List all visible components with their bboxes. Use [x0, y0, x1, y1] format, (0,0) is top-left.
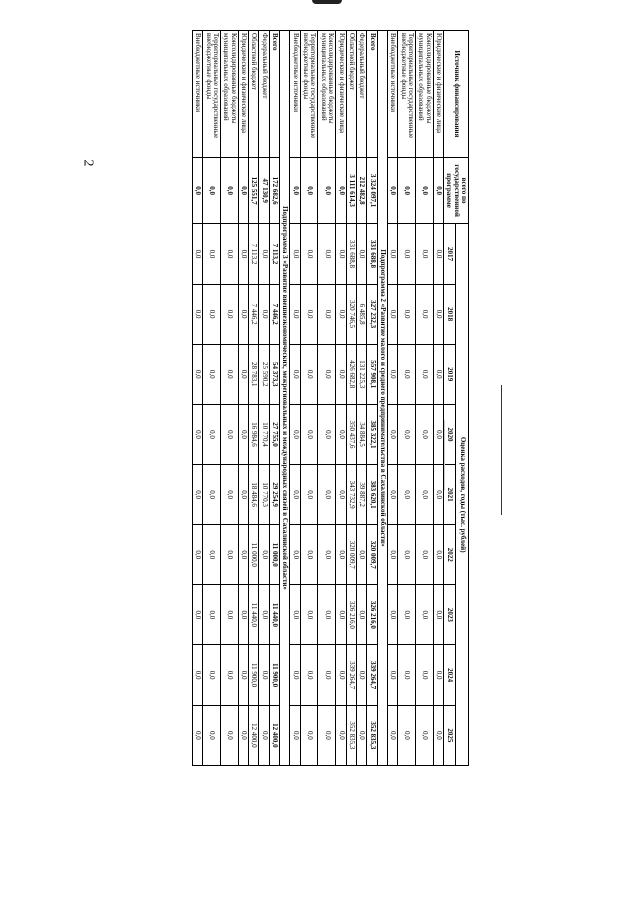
source-cell: Консолидированные бюджеты муниципальных образований [221, 31, 239, 158]
value-cell: 0,0 [221, 705, 239, 765]
table-row [249, 31, 259, 766]
value-cell: 0,0 [398, 645, 416, 705]
table-row [290, 31, 300, 766]
value-cell: 0,0 [415, 585, 433, 645]
source-cell: Консолидированные бюджеты муниципальных образований [415, 31, 433, 158]
value-cell: 0,0 [398, 585, 416, 645]
value-cell: 6 485,8 [356, 284, 366, 344]
table-row [433, 31, 443, 766]
value-cell: 0,0 [300, 525, 318, 585]
table-row [203, 31, 221, 766]
header-year: 2023 [443, 585, 456, 645]
value-cell: 0,0 [290, 465, 300, 525]
value-cell: 0,0 [433, 404, 443, 464]
value-cell: 0,0 [193, 705, 203, 765]
value-cell: 12 400,0 [249, 705, 259, 765]
source-cell: Областной бюджет [249, 31, 259, 158]
value-cell: 326 216,0 [367, 585, 377, 645]
value-cell: 34 884,5 [356, 404, 366, 464]
value-cell: 352 835,3 [346, 705, 356, 765]
value-cell: 11 900,0 [269, 645, 279, 705]
total-cell: 0,0 [387, 157, 397, 224]
value-cell: 28 783,1 [249, 344, 259, 404]
value-cell: 10 770,4 [259, 404, 269, 464]
value-cell: 0,0 [415, 525, 433, 585]
value-cell: 0,0 [318, 465, 336, 525]
value-cell: 12 400,0 [269, 705, 279, 765]
value-cell: 0,0 [203, 645, 221, 705]
value-cell: 0,0 [221, 585, 239, 645]
value-cell: 0,0 [193, 645, 203, 705]
value-cell: 0,0 [318, 585, 336, 645]
total-cell: 0,0 [318, 157, 336, 224]
value-cell: 0,0 [415, 284, 433, 344]
value-cell: 0,0 [318, 525, 336, 585]
table-row [318, 31, 336, 766]
header-year: 2024 [443, 645, 456, 705]
value-cell: 0,0 [221, 645, 239, 705]
value-cell: 339 264,7 [346, 645, 356, 705]
total-cell: 0,0 [221, 157, 239, 224]
subprogram-title: Подпрограмма 3 «Развитие внешнеэкономических, межрегиональных и международных связей в Сахалинской области» [280, 31, 290, 766]
total-cell: 0,0 [203, 157, 221, 224]
table-row [398, 31, 416, 766]
value-cell: 0,0 [336, 645, 346, 705]
total-cell: 0,0 [336, 157, 346, 224]
value-cell: 0,0 [387, 585, 397, 645]
total-cell: 3 111 614,3 [346, 157, 356, 224]
value-cell: 0,0 [336, 705, 346, 765]
value-cell: 0,0 [238, 284, 248, 344]
value-cell: 0,0 [300, 705, 318, 765]
source-cell: Внебюджетные источники [387, 31, 397, 158]
value-cell: 0,0 [398, 525, 416, 585]
value-cell: 0,0 [290, 585, 300, 645]
table-row [387, 31, 397, 766]
total-cell: 0,0 [415, 157, 433, 224]
value-cell: 0,0 [290, 525, 300, 585]
value-cell: 0,0 [336, 465, 346, 525]
value-cell: 0,0 [387, 224, 397, 284]
value-cell: 0,0 [238, 585, 248, 645]
value-cell: 0,0 [398, 224, 416, 284]
total-cell: 3 324 097,1 [367, 157, 377, 224]
value-cell: 350 437,6 [346, 404, 356, 464]
value-cell: 0,0 [259, 705, 269, 765]
value-cell: 0,0 [290, 645, 300, 705]
value-cell: 0,0 [356, 645, 366, 705]
source-cell: Территориальные государственные внебюджетные фонды [300, 31, 318, 158]
total-cell: 125 551,7 [249, 157, 259, 224]
value-cell: 0,0 [433, 224, 443, 284]
total-cell: 47 130,9 [259, 157, 269, 224]
value-cell: 11 440,0 [269, 585, 279, 645]
value-cell: 0,0 [259, 585, 269, 645]
value-cell: 0,0 [433, 645, 443, 705]
value-cell: 0,0 [387, 344, 397, 404]
value-cell: 0,0 [356, 705, 366, 765]
value-cell: 0,0 [433, 525, 443, 585]
signature-line [501, 385, 502, 515]
header-year: 2018 [443, 284, 456, 344]
value-cell: 0,0 [336, 404, 346, 464]
value-cell: 385 322,1 [367, 404, 377, 464]
source-cell: Внебюджетные источники [193, 31, 203, 158]
value-cell: 25 590,2 [259, 344, 269, 404]
value-cell: 0,0 [259, 284, 269, 344]
total-cell: 0,0 [300, 157, 318, 224]
total-cell: 0,0 [238, 157, 248, 224]
value-cell: 0,0 [387, 465, 397, 525]
value-cell: 0,0 [193, 525, 203, 585]
header-total: всего по государственной программе [443, 157, 468, 224]
value-cell: 0,0 [387, 645, 397, 705]
value-cell: 39 887,2 [356, 465, 366, 525]
value-cell: 0,0 [398, 344, 416, 404]
value-cell: 7 446,2 [249, 284, 259, 344]
value-cell: 0,0 [290, 344, 300, 404]
header-year: 2022 [443, 525, 456, 585]
value-cell: 327 232,3 [367, 284, 377, 344]
value-cell: 0,0 [259, 645, 269, 705]
header-row-group [456, 31, 469, 766]
table-row [269, 31, 279, 766]
header-year: 2020 [443, 404, 456, 464]
value-cell: 10 770,3 [259, 465, 269, 525]
header-year: 2021 [443, 465, 456, 525]
table-body [193, 31, 444, 766]
value-cell: 0,0 [238, 705, 248, 765]
value-cell: 0,0 [433, 284, 443, 344]
value-cell: 0,0 [300, 465, 318, 525]
value-cell: 0,0 [300, 344, 318, 404]
value-cell: 0,0 [318, 344, 336, 404]
value-cell: 0,0 [336, 344, 346, 404]
value-cell: 0,0 [238, 224, 248, 284]
value-cell: 11 000,0 [269, 525, 279, 585]
source-cell: Юридические и физические лица [336, 31, 346, 158]
value-cell: 0,0 [398, 705, 416, 765]
total-cell: 0,0 [433, 157, 443, 224]
total-cell: 0,0 [193, 157, 203, 224]
value-cell: 343 732,9 [346, 465, 356, 525]
value-cell: 0,0 [193, 404, 203, 464]
value-cell: 0,0 [238, 404, 248, 464]
value-cell: 0,0 [238, 645, 248, 705]
total-cell: 172 682,6 [269, 157, 279, 224]
value-cell: 0,0 [259, 224, 269, 284]
subprogram-row [280, 31, 290, 766]
value-cell: 0,0 [221, 284, 239, 344]
rotated-table-container [94, 30, 469, 766]
table-row [336, 31, 346, 766]
value-cell: 0,0 [398, 465, 416, 525]
value-cell: 0,0 [318, 284, 336, 344]
value-cell: 0,0 [290, 224, 300, 284]
header-year: 2025 [443, 705, 456, 765]
value-cell: 27 755,0 [269, 404, 279, 464]
value-cell: 326 216,0 [346, 585, 356, 645]
total-cell: 0,0 [398, 157, 416, 224]
value-cell: 0,0 [415, 224, 433, 284]
table-row [221, 31, 239, 766]
financing-table [192, 30, 469, 766]
table-row [356, 31, 366, 766]
value-cell: 16 984,6 [249, 404, 259, 464]
value-cell: 0,0 [433, 705, 443, 765]
value-cell: 29 254,9 [269, 465, 279, 525]
value-cell: 0,0 [415, 404, 433, 464]
source-cell: Юридические и физические лица [433, 31, 443, 158]
value-cell: 0,0 [259, 525, 269, 585]
value-cell: 0,0 [356, 224, 366, 284]
source-cell: Внебюджетные источники [290, 31, 300, 158]
value-cell: 352 835,3 [367, 705, 377, 765]
header-year: 2019 [443, 344, 456, 404]
value-cell: 320 009,7 [367, 525, 377, 585]
value-cell: 0,0 [203, 344, 221, 404]
value-cell: 0,0 [398, 404, 416, 464]
value-cell: 0,0 [433, 465, 443, 525]
header-source: Источник финансирования [443, 31, 468, 158]
value-cell: 0,0 [203, 284, 221, 344]
table-row [259, 31, 269, 766]
value-cell: 0,0 [336, 224, 346, 284]
value-cell: 0,0 [193, 585, 203, 645]
value-cell: 0,0 [300, 284, 318, 344]
value-cell: 0,0 [193, 224, 203, 284]
scan-mark [312, 0, 342, 4]
value-cell: 320 009,7 [346, 525, 356, 585]
value-cell: 0,0 [238, 344, 248, 404]
value-cell: 0,0 [387, 284, 397, 344]
value-cell: 0,0 [387, 705, 397, 765]
value-cell: 331 688,8 [346, 224, 356, 284]
value-cell: 0,0 [336, 525, 346, 585]
value-cell: 0,0 [356, 525, 366, 585]
value-cell: 0,0 [193, 284, 203, 344]
total-cell: 212 482,8 [356, 157, 366, 224]
value-cell: 11 440,0 [249, 585, 259, 645]
value-cell: 0,0 [300, 404, 318, 464]
header-group: Оценка расходов, годы (тыс. рублей) [456, 224, 469, 766]
value-cell: 0,0 [336, 585, 346, 645]
value-cell: 0,0 [318, 645, 336, 705]
value-cell: 0,0 [387, 525, 397, 585]
value-cell: 383 620,1 [367, 465, 377, 525]
value-cell: 426 682,8 [346, 344, 356, 404]
value-cell: 0,0 [415, 705, 433, 765]
value-cell: 320 746,5 [346, 284, 356, 344]
rotated-page-region [94, 30, 469, 766]
value-cell: 0,0 [300, 585, 318, 645]
source-cell: Федеральный бюджет [259, 31, 269, 158]
value-cell: 331 688,8 [367, 224, 377, 284]
value-cell: 557 908,1 [367, 344, 377, 404]
value-cell: 0,0 [290, 404, 300, 464]
value-cell: 339 264,7 [367, 645, 377, 705]
header-year: 2017 [443, 224, 456, 284]
table-row [346, 31, 356, 766]
value-cell: 0,0 [290, 284, 300, 344]
value-cell: 0,0 [203, 224, 221, 284]
value-cell: 0,0 [193, 344, 203, 404]
value-cell: 0,0 [300, 645, 318, 705]
value-cell: 0,0 [415, 344, 433, 404]
value-cell: 0,0 [203, 585, 221, 645]
subprogram-title: Подпрограмма 2 «Развитие малого и среднего предпринимательства в Сахалинской области» [377, 31, 387, 766]
value-cell: 0,0 [221, 525, 239, 585]
value-cell: 7 113,2 [249, 224, 259, 284]
value-cell: 0,0 [318, 404, 336, 464]
value-cell: 0,0 [415, 645, 433, 705]
source-cell: Территориальные государственные внебюджетные фонды [398, 31, 416, 158]
value-cell: 0,0 [221, 344, 239, 404]
value-cell: 54 373,3 [269, 344, 279, 404]
value-cell: 0,0 [356, 585, 366, 645]
table-row [415, 31, 433, 766]
table-row [300, 31, 318, 766]
source-cell: Областной бюджет [346, 31, 356, 158]
value-cell: 0,0 [300, 224, 318, 284]
source-cell: Всего [269, 31, 279, 158]
value-cell: 0,0 [336, 284, 346, 344]
value-cell: 0,0 [238, 465, 248, 525]
subprogram-row [377, 31, 387, 766]
value-cell: 0,0 [221, 465, 239, 525]
value-cell: 0,0 [318, 705, 336, 765]
source-cell: Консолидированные бюджеты муниципальных образований [318, 31, 336, 158]
source-cell: Федеральный бюджет [356, 31, 366, 158]
total-cell: 0,0 [290, 157, 300, 224]
table-row [367, 31, 377, 766]
value-cell: 0,0 [238, 525, 248, 585]
value-cell: 0,0 [318, 224, 336, 284]
value-cell: 0,0 [221, 224, 239, 284]
table-row [238, 31, 248, 766]
value-cell: 0,0 [203, 465, 221, 525]
value-cell: 11 900,0 [249, 645, 259, 705]
value-cell: 0,0 [433, 585, 443, 645]
page-number: 2 [80, 159, 96, 167]
value-cell: 0,0 [290, 705, 300, 765]
source-cell: Территориальные государственные внебюджетные фонды [203, 31, 221, 158]
value-cell: 0,0 [203, 525, 221, 585]
value-cell: 0,0 [221, 404, 239, 464]
value-cell: 0,0 [398, 284, 416, 344]
source-cell: Юридические и физические лица [238, 31, 248, 158]
value-cell: 18 484,6 [249, 465, 259, 525]
value-cell: 11 000,0 [249, 525, 259, 585]
value-cell: 7 113,2 [269, 224, 279, 284]
faint-mark [444, 420, 445, 490]
value-cell: 0,0 [203, 705, 221, 765]
table-row [193, 31, 203, 766]
value-cell: 131 225,3 [356, 344, 366, 404]
value-cell: 0,0 [387, 404, 397, 464]
value-cell: 0,0 [433, 344, 443, 404]
value-cell: 0,0 [203, 404, 221, 464]
value-cell: 0,0 [193, 465, 203, 525]
value-cell: 7 446,2 [269, 284, 279, 344]
value-cell: 0,0 [415, 465, 433, 525]
source-cell: Всего [367, 31, 377, 158]
